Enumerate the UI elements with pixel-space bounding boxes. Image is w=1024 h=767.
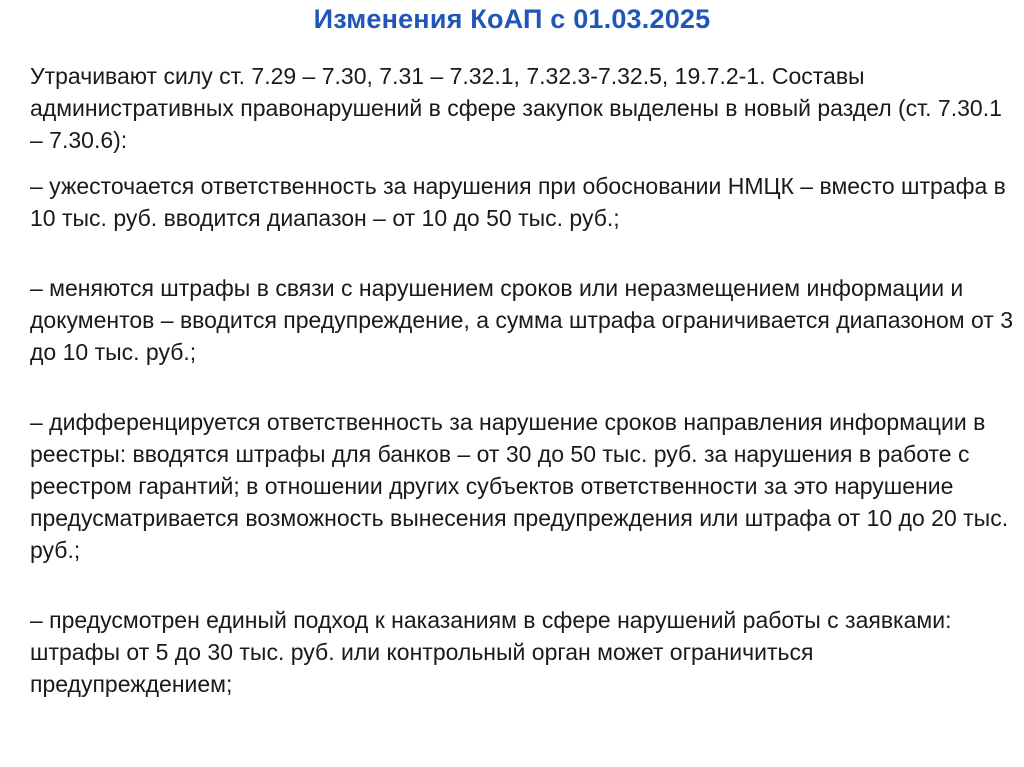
bullet-item-nmck: – ужесточается ответственность за нарушения при обосновании НМЦК – вместо штрафа в 10 тыс. руб. вводится диапазон – от 10 до 50 тыс. руб.; [30,173,1006,231]
bullet-item-applications: – предусмотрен единый подход к наказаниям в сфере нарушений работы с заявками: штрафы от 5 до 30 тыс. руб. или контрольный орган может ограничиться предупреждением; [30,607,952,697]
slide-title: Изменения КоАП с 01.03.2025 [313,4,711,34]
bullet-item-deadlines: – меняются штрафы в связи с нарушением сроков или неразмещением информации и документов – вводится предупреждение, а сумма штрафа ограничивается диапазоном от 3 до 10 тыс. руб.; [30,275,1014,365]
intro-paragraph: Утрачивают силу ст. 7.29 – 7.30, 7.31 – 7.32.1, 7.32.3-7.32.5, 19.7.2-1. Составы административных правонарушений в сфере закупок выделены в новый раздел (ст. 7.30.1 – 7.30.6): [30,63,1002,153]
slide-body [30,60,1020,700]
bullet-item-registries: – дифференцируется ответственность за нарушение сроков направления информации в реестры: вводятся штрафы для банков – от 30 до 50 тыс. руб. за нарушения в работе с реестром гарантий; в отношении других субъектов ответственности за это нарушение предусматривается возможность вынесения предупреждения или штрафа от 10 до 20 тыс. руб.; [30,409,1009,563]
